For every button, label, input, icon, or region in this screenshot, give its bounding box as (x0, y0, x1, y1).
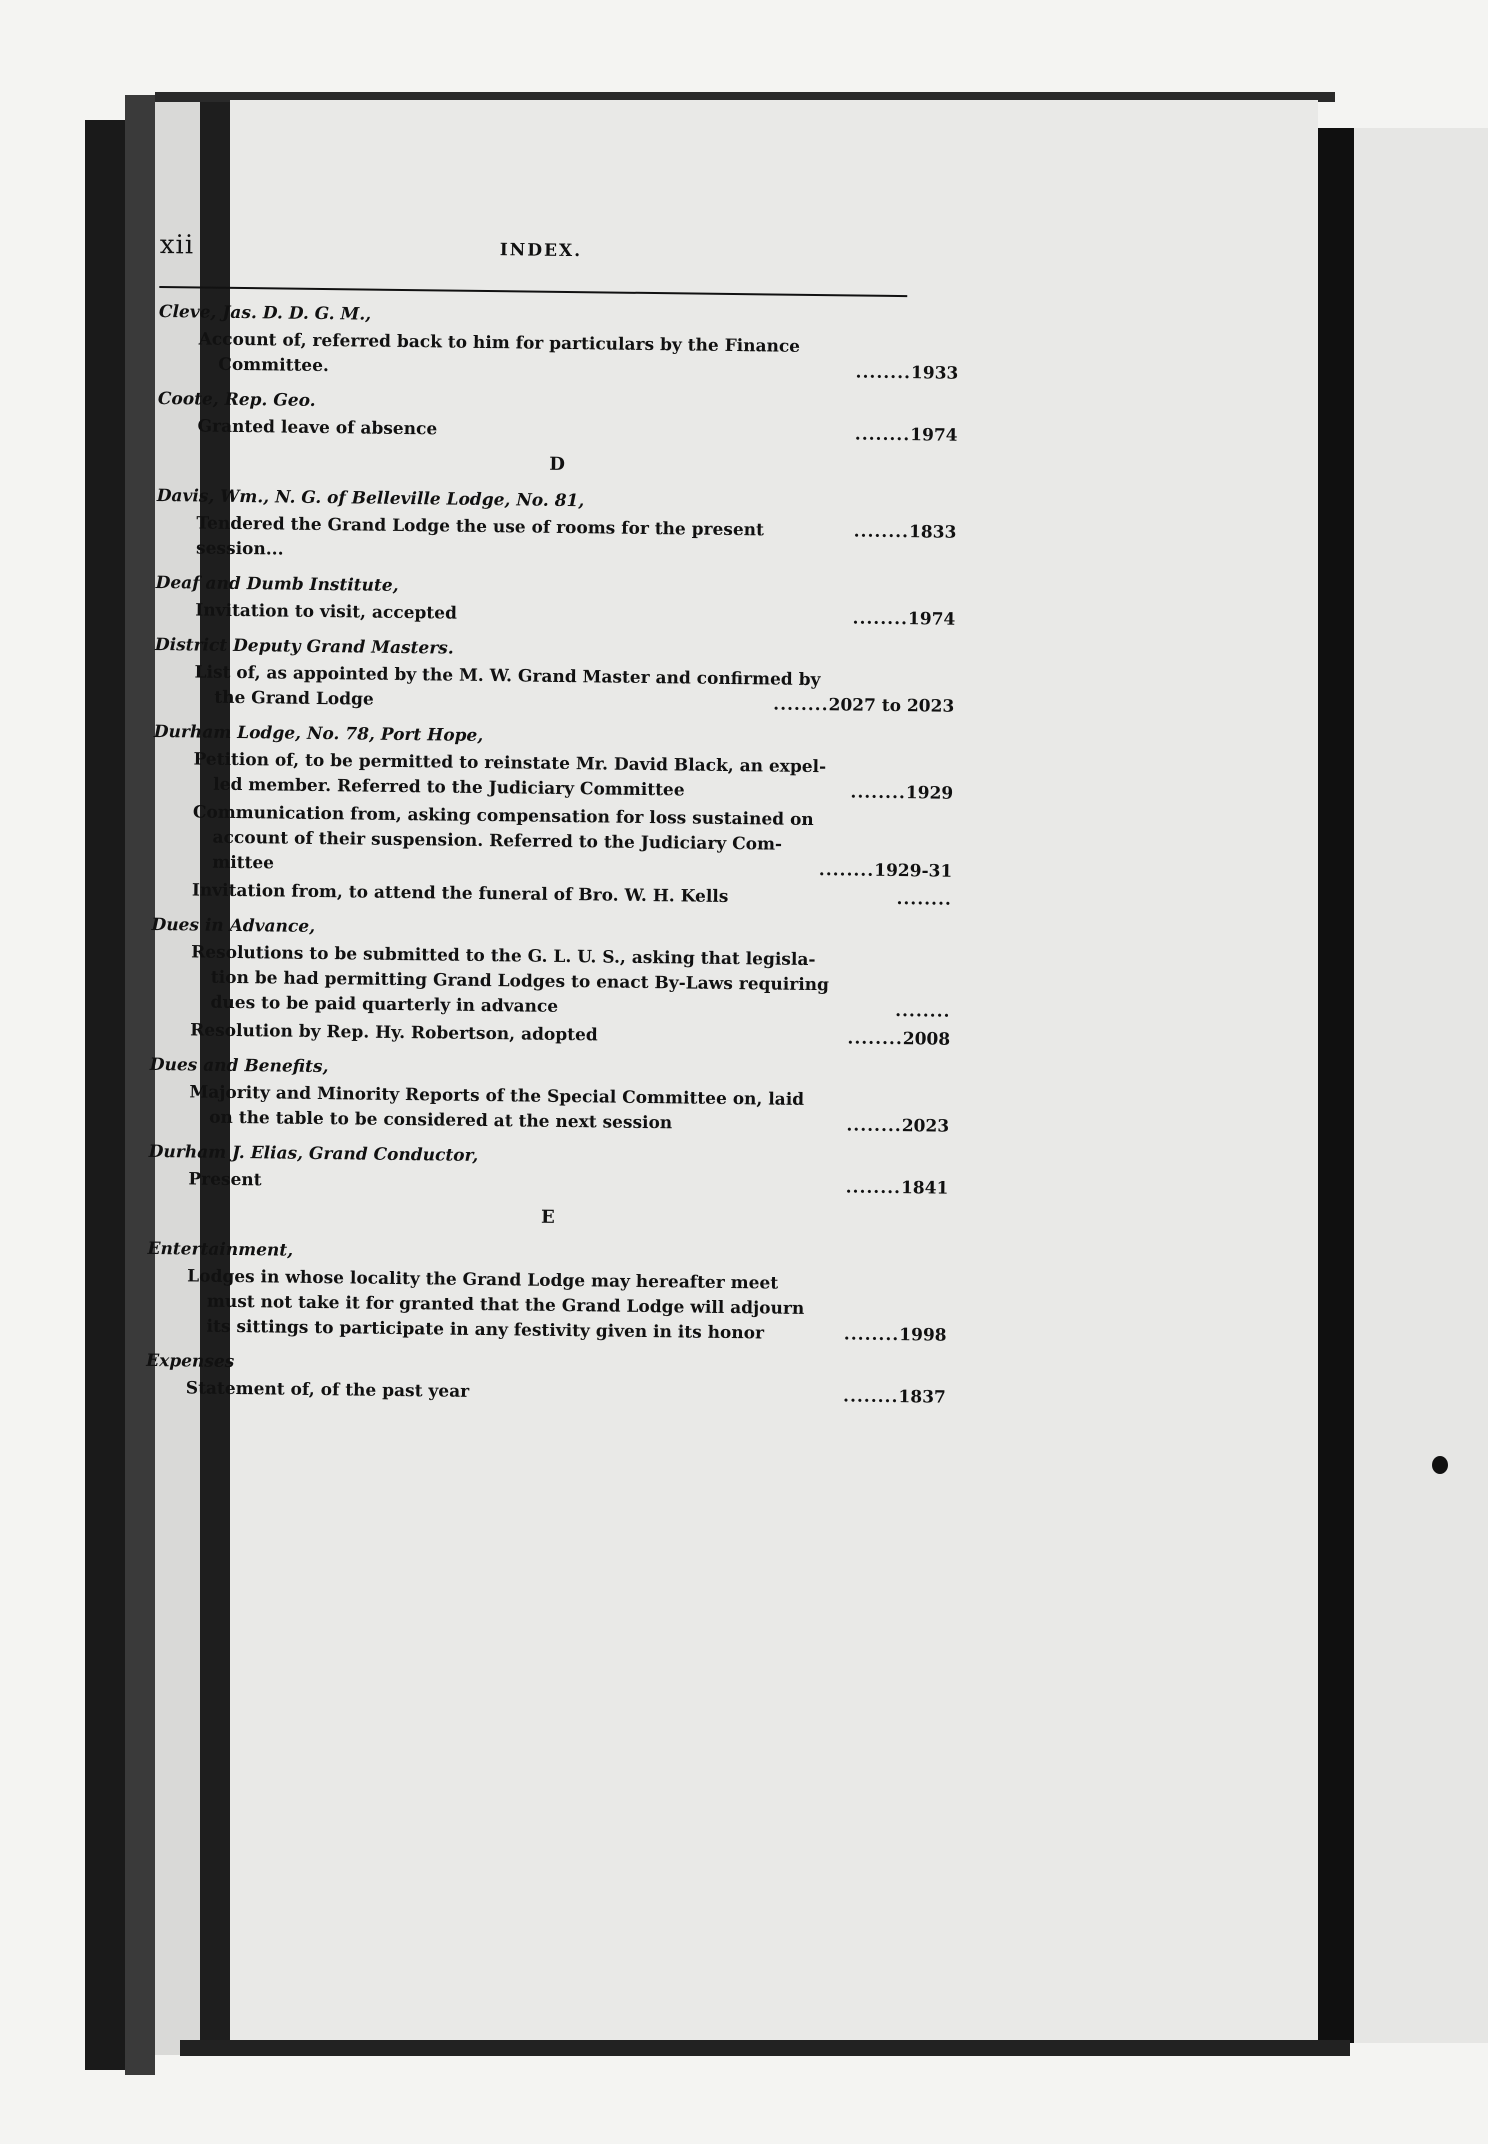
index-entry (156, 484, 957, 571)
entry-line (190, 1018, 950, 1052)
dot-leader: ........ (773, 694, 829, 716)
entry-line (195, 598, 955, 632)
entry-line (188, 1167, 948, 1201)
entry-item (186, 1264, 947, 1348)
dot-leader: ........ (854, 424, 911, 446)
page-number: xii (159, 230, 195, 261)
entry-heading: Expenses (146, 1350, 235, 1372)
page-gutter (1318, 128, 1354, 2043)
entry-leader (853, 519, 956, 570)
entry-heading: Davis, Wm., N. G. of Belleville Lodge, No. 81, (156, 485, 585, 512)
entry-text: Invitation from, to attend the funeral of Bro. W. H. Kells (191, 880, 729, 907)
page-reference: 2027 to 2023 (828, 695, 955, 717)
entry-leader (850, 780, 953, 806)
entry-item (198, 327, 959, 386)
entry-item (195, 598, 955, 632)
entry-text: mittee (212, 852, 275, 874)
index-entry (154, 633, 955, 720)
dot-leader: ........ (896, 889, 952, 910)
page-shadow-bottom (180, 2040, 1350, 2056)
entry-text: Tendered the Grand Lodge the use of rooms for the present session... (195, 513, 765, 560)
entry-line (197, 414, 957, 448)
entry-heading: Dues and Benefits, (149, 1054, 329, 1078)
dot-leader: ........ (895, 1001, 951, 1022)
page-reference: 1833 (908, 522, 957, 543)
entry-leader (843, 1384, 946, 1410)
page-reference: 2008 (902, 1029, 951, 1050)
entry-leader (855, 423, 958, 449)
page-reference: 1841 (900, 1178, 949, 1199)
entry-item (197, 414, 957, 448)
entry-text: its sittings to participate in any festivity given in its honor (206, 1316, 765, 1344)
entry-heading: Coote, Rep. Geo. (157, 388, 316, 411)
entry-item (194, 660, 955, 719)
dot-leader: ........ (845, 1177, 902, 1199)
entry-line (196, 511, 957, 570)
dot-leader: ........ (853, 521, 910, 543)
page-reference: 1929-31 (874, 860, 953, 882)
entry-text: Present (188, 1169, 262, 1191)
entry-leader (896, 887, 952, 913)
dot-leader: ........ (847, 1028, 903, 1050)
entry-text: the Grand Lodge (214, 687, 374, 710)
page-reference: 1929 (905, 783, 954, 804)
index-entry (155, 571, 956, 633)
page-title: INDEX. (499, 240, 583, 262)
entry-heading: Dues in Advance, (151, 914, 316, 937)
entry-text: dues to be paid quarterly in advance (210, 992, 559, 1017)
entry-text: Resolution by Rep. Hy. Robertson, adopted (190, 1020, 598, 1046)
page-reference: 1998 (899, 1325, 947, 1346)
entry-item (186, 1376, 946, 1410)
entry-leader (819, 858, 953, 885)
dot-leader: ........ (842, 1386, 899, 1408)
page-reference: 1837 (898, 1387, 946, 1408)
entry-text: Statement of, of the past year (185, 1378, 470, 1402)
page-header (159, 230, 960, 288)
entry-item (190, 940, 951, 1024)
index-entry (149, 1053, 950, 1140)
index-content (146, 230, 960, 1421)
dot-leader: ........ (852, 608, 909, 630)
dot-leader: ........ (850, 782, 906, 804)
entry-heading: Durham Lodge, No. 78, Port Hope, (153, 721, 484, 746)
page-reference: 2023 (901, 1116, 950, 1137)
entry-text: must not take it for granted that the Grand Lodge will adjourn (206, 1291, 805, 1319)
index-entry (150, 913, 952, 1053)
entry-text: led member. Referred to the Judiciary Committee (213, 774, 685, 801)
page-reference: 1933 (910, 363, 959, 384)
dot-leader: ........ (843, 1324, 900, 1346)
entry-leader (852, 606, 955, 632)
entry-text: Invitation to visit, accepted (195, 600, 458, 624)
header-rule (159, 286, 907, 297)
entry-text: Account of, referred back to him for particulars by the Finance (198, 329, 801, 357)
entry-item (196, 511, 957, 570)
entry-leader (773, 693, 954, 720)
ink-spot (1432, 1456, 1448, 1474)
entry-text: Granted leave of absence (197, 416, 438, 440)
dot-leader: ........ (846, 1115, 902, 1137)
section-letter: D (549, 453, 566, 475)
index-entry (146, 1237, 947, 1349)
entry-item (188, 1167, 948, 1201)
entry-leader (846, 1175, 949, 1201)
entry-leader (855, 361, 958, 387)
entry-heading: Durham J. Elias, Grand Conductor, (148, 1141, 479, 1166)
page-reference: 1974 (910, 425, 958, 446)
section-letter: E (540, 1206, 555, 1228)
book-binding (85, 120, 125, 2070)
index-entry (157, 387, 958, 449)
facing-page (1354, 128, 1488, 2043)
entry-item (192, 878, 952, 912)
entry-text: Lodges in whose locality the Grand Lodge may hereafter meet (187, 1266, 779, 1294)
entry-text: Petition of, to be permitted to reinstate Mr. David Black, an expel- (193, 749, 827, 778)
entry-text: on the table to be considered at the next session (209, 1107, 673, 1134)
entry-text: tion be had permitting Grand Lodges to enact By-Laws requiring (210, 967, 830, 996)
index-entry (146, 1349, 947, 1411)
entry-text: account of their suspension. Referred to the Judiciary Com- (212, 827, 783, 855)
index-entry (152, 720, 954, 913)
entry-heading: District Deputy Grand Masters. (154, 634, 454, 659)
entry-leader (846, 1113, 949, 1139)
entry-text: Communication from, asking compensation for loss sustained on (192, 802, 814, 831)
entry-item (193, 747, 954, 806)
dot-leader: ........ (855, 362, 912, 384)
entry-heading: Cleve, Jas. D. D. G. M., (158, 301, 372, 325)
entry-text: Committee. (218, 354, 330, 377)
entry-text: Majority and Minority Reports of the Special Committee on, laid (189, 1082, 805, 1110)
entry-item (192, 800, 953, 884)
entry-heading: Entertainment, (147, 1238, 294, 1261)
entry-item (189, 1080, 950, 1139)
index-sections (146, 300, 959, 1411)
entry-line (186, 1376, 946, 1410)
index-entry (148, 1140, 949, 1202)
entry-leader (895, 999, 951, 1025)
index-entry (158, 300, 959, 387)
entry-line (192, 878, 952, 912)
dot-leader: ........ (818, 860, 875, 881)
page-reference: 1974 (907, 609, 956, 630)
entry-leader (847, 1026, 950, 1052)
entry-heading: Deaf and Dumb Institute, (155, 572, 399, 596)
entry-text: List of, as appointed by the M. W. Grand Master and confirmed by (194, 662, 821, 691)
entry-item (190, 1018, 950, 1052)
entry-leader (844, 1322, 947, 1348)
entry-text: Resolutions to be submitted to the G. L. U. S., asking that legisla- (191, 942, 816, 971)
